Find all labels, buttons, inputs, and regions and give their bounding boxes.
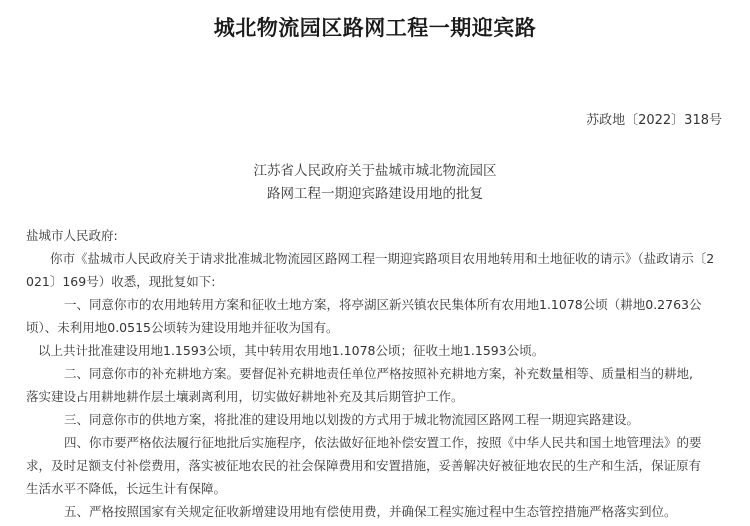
subtitle-line-2: 路网工程一期迎宾路建设用地的批复 [267, 186, 483, 202]
page-title: 城北物流园区路网工程一期迎宾路 [213, 16, 537, 40]
body-line-4: 顷）、未利用地0.0515公顷转为建设用地并征收为国有。 [26, 320, 339, 335]
subtitle-line-1: 江苏省人民政府关于盐城市城北物流园区 [253, 163, 497, 179]
document-number: 苏政地〔2022〕318号 [586, 113, 722, 128]
body-line-8: 三、同意你市的供地方案，将批准的建设用地以划拨的方式用于城北物流园区路网工程一期迎宾路建设。 [64, 412, 640, 427]
body-line-11: 生活水平不降低，长远生计有保障。 [26, 481, 227, 496]
body-line-7: 落实建设占用耕地耕作层土壤剥离利用，切实做好耕地补充及其后期管护工作。 [26, 389, 464, 404]
body-line-3: 一、同意你市的农用地转用方案和征收土地方案，将亭湖区新兴镇农民集体所有农用地1.1078公顷（耕地0.2763公 [64, 297, 702, 312]
body-line-12: 五、严格按照国家有关规定征收新增建设用地有偿使用费，并确保工程实施过程中生态管控措施严格落实到位。 [64, 504, 677, 519]
body-line-5: 以上共计批准建设用地1.1593公顷，其中转用农用地1.1078公顷；征收土地1.1593公顷。 [38, 343, 545, 358]
body-line-6: 二、同意你市的补充耕地方案。要督促补充耕地责任单位严格按照补充耕地方案，补充数量相等、质量相当的耕地, [64, 366, 693, 381]
body-line-1: 你市《盐城市人民政府关于请求批准城北物流园区路网工程一期迎宾路项目农用地转用和土地征收的请示》（盐政请示〔2 [50, 251, 715, 266]
body-line-9: 四、你市要严格依法履行征地批后实施程序，依法做好征地补偿安置工作，按照《中华人民共和国土地管理法》的要 [64, 435, 702, 450]
body-line-2: 021〕169号）收悉，现批复如下: [26, 274, 216, 289]
body-line-10: 求，及时足额支付补偿费用，落实被征地农民的社会保障费用和安置措施，妥善解决好被征地农民的生产和生活，保证原有 [26, 458, 702, 473]
addressee: 盐城市人民政府: [26, 228, 118, 243]
